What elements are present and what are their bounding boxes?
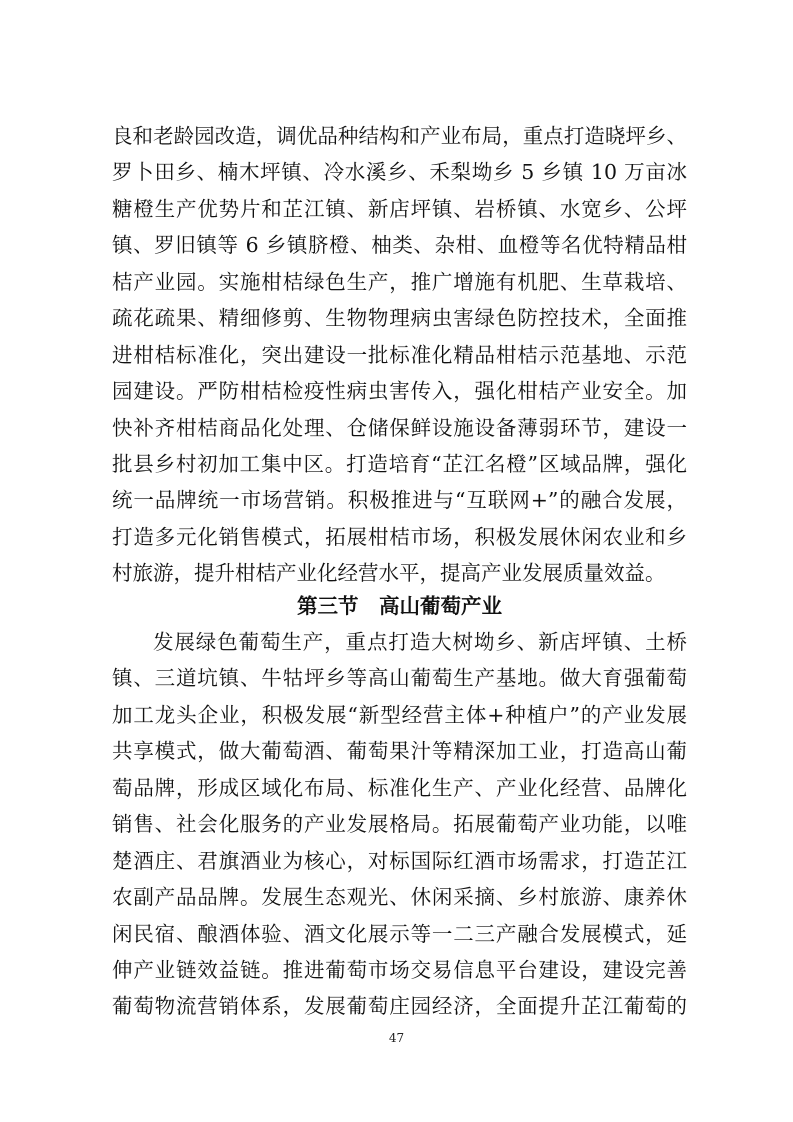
paragraph-line: 罗卜田乡、楠木坪镇、冷水溪乡、禾梨坳乡 5 乡镇 10 万亩冰 bbox=[112, 160, 687, 185]
paragraph-line: 良和老龄园改造，调优品种结构和产业布局，重点打造晓坪乡、 bbox=[112, 124, 687, 148]
paragraph-line: 批县乡村初加工集中区。打造培育“芷江名橙”区域品牌，强化 bbox=[112, 451, 687, 476]
paragraph-line: 葡萄物流营销体系，发展葡萄庄园经济，全面提升芷江葡萄的 bbox=[112, 994, 687, 1019]
paragraph-line: 村旅游，提升柑桔产业化经营水平，提高产业发展质量效益。 bbox=[112, 561, 666, 586]
paragraph-line: 销售、社会化服务的产业发展格局。拓展葡萄产业功能，以唯 bbox=[112, 812, 687, 837]
section-heading: 第三节 高山葡萄产业 bbox=[297, 594, 502, 618]
paragraph-line: 快补齐柑桔商品化处理、仓储保鲜设施设备薄弱环节，建设一 bbox=[112, 415, 687, 440]
paragraph-line: 伸产业链效益链。推进葡萄市场交易信息平台建设，建设完善 bbox=[112, 957, 687, 982]
paragraph-line: 糖橙生产优势片和芷江镇、新店坪镇、岩桥镇、水宽乡、公坪 bbox=[112, 196, 687, 221]
paragraph-line: 进柑桔标准化，突出建设一批标准化精品柑桔示范基地、示范 bbox=[112, 342, 687, 367]
paragraph-line: 打造多元化销售模式，拓展柑桔市场，积极发展休闲农业和乡 bbox=[112, 524, 687, 549]
paragraph-line: 农副产品品牌。发展生态观光、休闲采摘、乡村旅游、康养休 bbox=[112, 885, 687, 910]
page-number: 47 bbox=[388, 1031, 405, 1045]
paragraph-line: 桔产业园。实施柑桔绿色生产，推广增施有机肥、生草栽培、 bbox=[112, 269, 687, 294]
paragraph-citrus-industry bbox=[112, 118, 687, 592]
paragraph-line: 园建设。严防柑桔检疫性病虫害传入，强化柑桔产业安全。加 bbox=[112, 379, 687, 404]
paragraph-line: 共享模式，做大葡萄酒、葡萄果汁等精深加工业，打造高山葡 bbox=[112, 739, 687, 764]
paragraph-line: 楚酒庄、君旗酒业为核心，对标国际红酒市场需求，打造芷江 bbox=[112, 848, 687, 873]
paragraph-line: 加工龙头企业，积极发展“新型经营主体+种植户”的产业发展 bbox=[112, 702, 687, 727]
paragraph-line: 镇、罗旧镇等 6 乡镇脐橙、柚类、杂柑、血橙等名优特精品柑 bbox=[112, 233, 687, 258]
paragraph-line: 疏花疏果、精细修剪、生物物理病虫害绿色防控技术，全面推 bbox=[112, 306, 687, 331]
paragraph-line: 萄品牌，形成区域化布局、标准化生产、产业化经营、品牌化 bbox=[112, 775, 687, 800]
paragraph-line: 闲民宿、酿酒体验、酒文化展示等一二三产融合发展模式，延 bbox=[112, 921, 687, 946]
paragraph-line: 镇、三道坑镇、牛牯坪乡等高山葡萄生产基地。做大育强葡萄 bbox=[112, 666, 687, 691]
paragraph-line: 统一品牌统一市场营销。积极推进与“互联网+”的融合发展， bbox=[112, 488, 687, 513]
paragraph-line: 发展绿色葡萄生产，重点打造大树坳乡、新店坪镇、土桥 bbox=[153, 630, 687, 654]
paragraph-grape-industry bbox=[112, 624, 687, 1025]
